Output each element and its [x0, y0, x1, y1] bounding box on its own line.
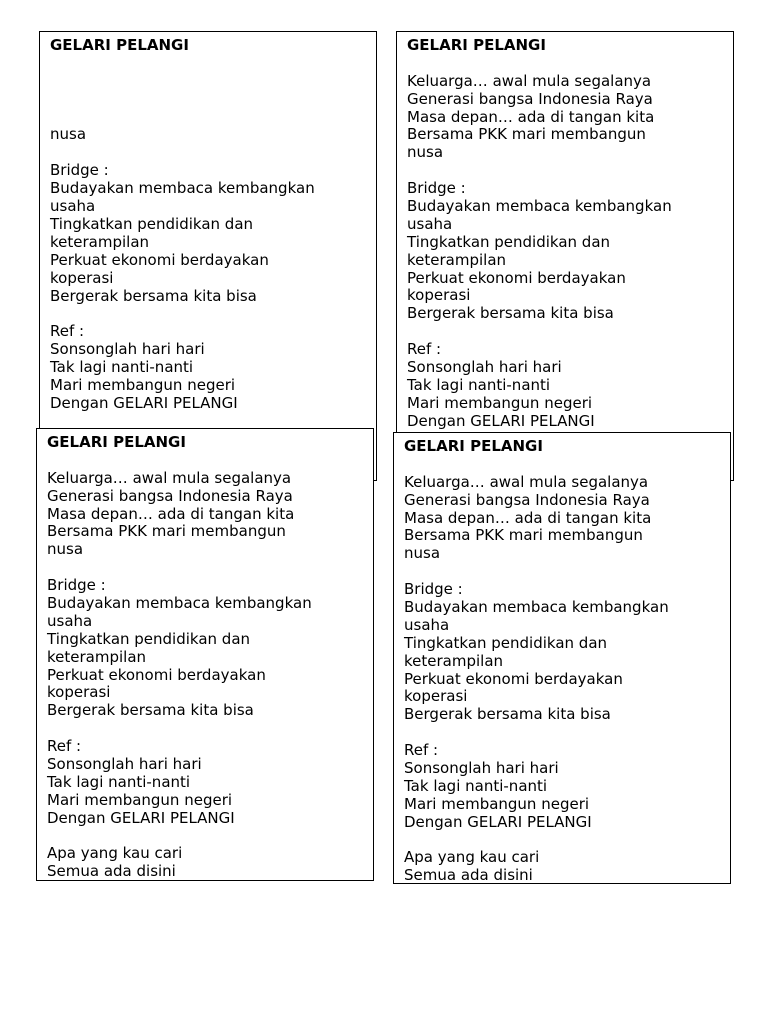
lyric-line: Tak lagi nanti-nanti [407, 375, 551, 394]
lyric-line: Bridge : [404, 580, 463, 599]
lyric-line: keterampilan [407, 250, 507, 269]
lyric-line: Mari membangun negeri [407, 393, 593, 412]
blank-line [50, 305, 376, 323]
lyric-line: Bridge : [47, 576, 106, 595]
lyric-line: Keluarga… awal mula segalanya [404, 472, 649, 491]
blank-line [404, 832, 730, 850]
lyric-line: Masa depan… ada di tangan kita [407, 107, 655, 126]
lyric-line: Sonsonglah hari hari [404, 759, 559, 778]
lyric-line: Dengan GELARI PELANGI [50, 393, 238, 412]
lyric-line: usaha [47, 611, 93, 630]
lyric-line: Bergerak bersama kita bisa [50, 286, 257, 305]
lyric-line: Semua ada disini [404, 866, 533, 884]
lyric-line: Bridge : [407, 179, 466, 198]
lyric-line: usaha [50, 197, 96, 216]
lyric-line: nusa [404, 544, 441, 563]
lyric-line: Budayakan membaca kembangkan [47, 594, 312, 613]
lyric-line: Ref : [47, 737, 82, 756]
lyric-line: keterampilan [404, 651, 504, 670]
lyric-line: Mari membangun negeri [47, 790, 233, 809]
card-title: GELARI PELANGI [50, 36, 189, 54]
lyrics-card-top-left [39, 31, 377, 481]
blank-line [407, 162, 733, 180]
lyrics-card-top-right [396, 31, 734, 481]
lyrics-card-bottom-left [36, 428, 374, 881]
blank-line [404, 724, 730, 742]
lyrics-lines [407, 55, 733, 431]
blank-line [47, 828, 373, 846]
lyric-line: Generasi bangsa Indonesia Raya [47, 486, 293, 505]
lyric-line: Sonsonglah hari hari [47, 755, 202, 774]
blank-line [47, 720, 373, 738]
lyrics-card-bottom-right [393, 432, 731, 884]
lyric-line: usaha [407, 214, 453, 233]
lyric-line: nusa [50, 125, 87, 144]
lyric-line: Mari membangun negeri [404, 794, 590, 813]
lyric-line: koperasi [50, 268, 114, 287]
lyric-line: koperasi [404, 687, 468, 706]
lyric-line: Generasi bangsa Indonesia Raya [407, 89, 653, 108]
lyric-line: Ref : [404, 741, 439, 760]
lyric-line: Tak lagi nanti-nanti [50, 358, 194, 377]
blank-space [50, 55, 376, 127]
blank-line [50, 144, 376, 162]
lyric-line: Tak lagi nanti-nanti [404, 776, 548, 795]
lyrics-lines [50, 126, 376, 412]
lyric-line: Sonsonglah hari hari [50, 340, 205, 359]
lyric-line: Tingkatkan pendidikan dan [47, 629, 251, 648]
lyric-line: nusa [407, 143, 444, 162]
lyric-line: koperasi [407, 286, 471, 305]
blank-line [407, 323, 733, 341]
card-title: GELARI PELANGI [407, 36, 546, 54]
lyric-line: koperasi [47, 683, 111, 702]
lyric-line: Masa depan… ada di tangan kita [47, 504, 295, 523]
lyric-line: Masa depan… ada di tangan kita [404, 508, 652, 527]
lyric-line: Tak lagi nanti-nanti [47, 772, 191, 791]
lyric-line: Perkuat ekonomi berdayakan [50, 250, 269, 269]
lyric-line: Bergerak bersama kita bisa [407, 304, 614, 323]
lyric-line: Tingkatkan pendidikan dan [50, 214, 254, 233]
blank-line [404, 563, 730, 581]
lyric-line: Dengan GELARI PELANGI [407, 411, 595, 430]
lyric-line: Keluarga… awal mula segalanya [47, 468, 292, 487]
lyric-line: Apa yang kau cari [47, 844, 183, 863]
card-title: GELARI PELANGI [47, 433, 186, 451]
lyric-line: Tingkatkan pendidikan dan [407, 232, 611, 251]
lyric-line: Dengan GELARI PELANGI [404, 812, 592, 831]
lyric-line: usaha [404, 615, 450, 634]
lyric-line: Semua ada disini [47, 862, 176, 881]
lyric-line: nusa [47, 540, 84, 559]
blank-line [47, 452, 373, 470]
lyric-line: Bersama PKK mari membangun [47, 522, 286, 541]
lyric-line: Sonsonglah hari hari [407, 358, 562, 377]
lyric-line: Budayakan membaca kembangkan [404, 598, 669, 617]
lyric-line: Apa yang kau cari [404, 848, 540, 867]
blank-line [47, 559, 373, 577]
lyric-line: keterampilan [47, 647, 147, 666]
lyric-line: keterampilan [50, 232, 150, 251]
lyrics-lines [404, 456, 730, 884]
lyric-line: Keluarga… awal mula segalanya [407, 71, 652, 90]
lyric-line: Ref : [407, 340, 442, 359]
lyric-line: Perkuat ekonomi berdayakan [407, 268, 626, 287]
lyric-line: Budayakan membaca kembangkan [50, 179, 315, 198]
lyric-line: Perkuat ekonomi berdayakan [404, 669, 623, 688]
lyric-line: Bergerak bersama kita bisa [47, 701, 254, 720]
lyric-line: Bersama PKK mari membangun [407, 125, 646, 144]
blank-line [407, 55, 733, 73]
card-title: GELARI PELANGI [404, 437, 543, 455]
lyric-line: Generasi bangsa Indonesia Raya [404, 490, 650, 509]
lyric-line: Bridge : [50, 161, 109, 180]
lyric-line: Bergerak bersama kita bisa [404, 705, 611, 724]
blank-line [404, 456, 730, 474]
lyric-line: Tingkatkan pendidikan dan [404, 633, 608, 652]
lyrics-lines [47, 452, 373, 881]
lyric-line: Dengan GELARI PELANGI [47, 808, 235, 827]
lyric-line: Bersama PKK mari membangun [404, 526, 643, 545]
lyric-line: Perkuat ekonomi berdayakan [47, 665, 266, 684]
lyric-line: Budayakan membaca kembangkan [407, 197, 672, 216]
lyric-line: Mari membangun negeri [50, 375, 236, 394]
lyric-line: Ref : [50, 322, 85, 341]
